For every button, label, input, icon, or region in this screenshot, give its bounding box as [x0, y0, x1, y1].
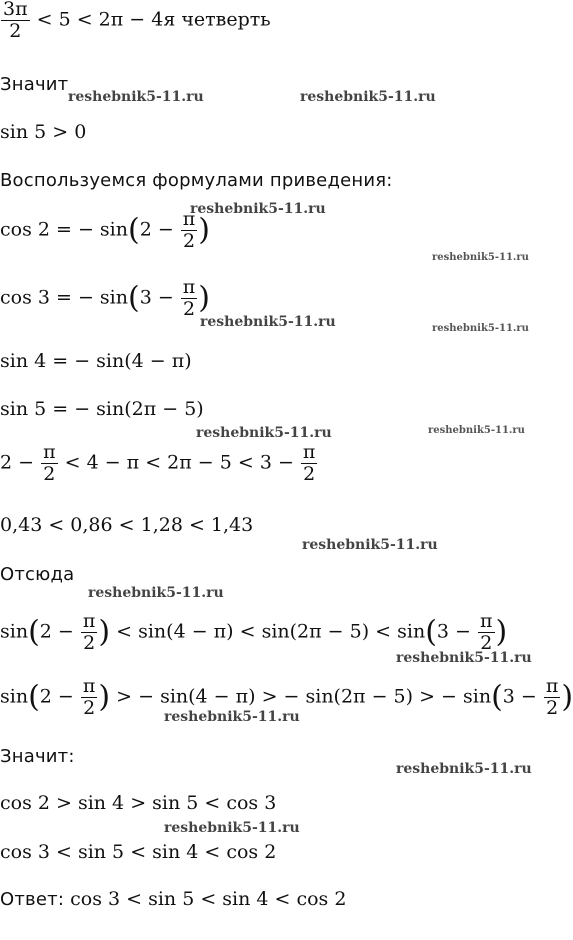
watermark: reshebnik5-11.ru — [302, 537, 438, 553]
watermark: reshebnik5-11.ru — [300, 89, 436, 105]
line-sin5: sin 5 = − sin(2π − 5) — [0, 398, 204, 420]
line-argument-comparison: 2 − $\frac{\pi}{2}$ < 4 − π < 2π − 5 < 3 − $\frac{\pi}{2}$ — [0, 441, 316, 485]
line-znachit-2: Значит: — [0, 746, 75, 767]
line-reduction-formulas: Воспользуемся формулами приведения: — [0, 170, 393, 191]
watermark: reshebnik5-11.ru — [396, 761, 532, 777]
line-cos2: cos 2 = − sin(2 − $\frac{\pi}{2}$ ) — [0, 208, 211, 252]
watermark: reshebnik5-11.ru — [432, 252, 529, 263]
watermark: reshebnik5-11.ru — [190, 201, 326, 217]
line-negated-comparison: sin(2 − $\frac{\pi}{2}$ ) > − sin(4 − π) > − sin(2π − 5) > − sin(3 − $\frac{\pi}{2}$ ) — [0, 675, 573, 719]
answer-expression: cos 3 < sin 5 < sin 4 < cos 2 — [70, 888, 347, 910]
line-answer — [0, 890, 346, 909]
watermark: reshebnik5-11.ru — [164, 820, 300, 836]
line-sin4: sin 4 = − sin(4 − π) — [0, 350, 192, 372]
watermark: reshebnik5-11.ru — [432, 323, 529, 334]
answer-label: Ответ: — [0, 889, 65, 910]
watermark: reshebnik5-11.ru — [396, 650, 532, 666]
line-quarter: $\frac{3\pi}{2}$ < 5 < 2π − 4я четверть — [3, 0, 271, 42]
watermark: reshebnik5-11.ru — [196, 425, 332, 441]
watermark: reshebnik5-11.ru — [88, 585, 224, 601]
line-otsyuda: Отсюда — [0, 564, 75, 585]
line-znachit-1: Значит — [0, 74, 69, 95]
watermark: reshebnik5-11.ru — [164, 709, 300, 725]
line-cos3: cos 3 = − sin(3 − $\frac{\pi}{2}$ ) — [0, 276, 211, 320]
line-chain-2: cos 3 < sin 5 < sin 4 < cos 2 — [0, 841, 277, 863]
line-sin-comparison: sin(2 − $\frac{\pi}{2}$ ) < sin(4 − π) < sin(2π − 5) < sin(3 − $\frac{\pi}{2}$ ) — [0, 610, 508, 654]
line-chain-1: cos 2 > sin 4 > sin 5 < cos 3 — [0, 792, 277, 814]
line-numeric-values: 0,43 < 0,86 < 1,28 < 1,43 — [0, 514, 254, 536]
watermark: reshebnik5-11.ru — [428, 425, 525, 436]
fraction-3pi-over-2: $\frac{3\pi}{2}$ — [3, 0, 28, 42]
line-sin5-positive: sin 5 > 0 — [0, 121, 87, 143]
watermark: reshebnik5-11.ru — [200, 314, 336, 330]
watermark: reshebnik5-11.ru — [68, 89, 204, 105]
